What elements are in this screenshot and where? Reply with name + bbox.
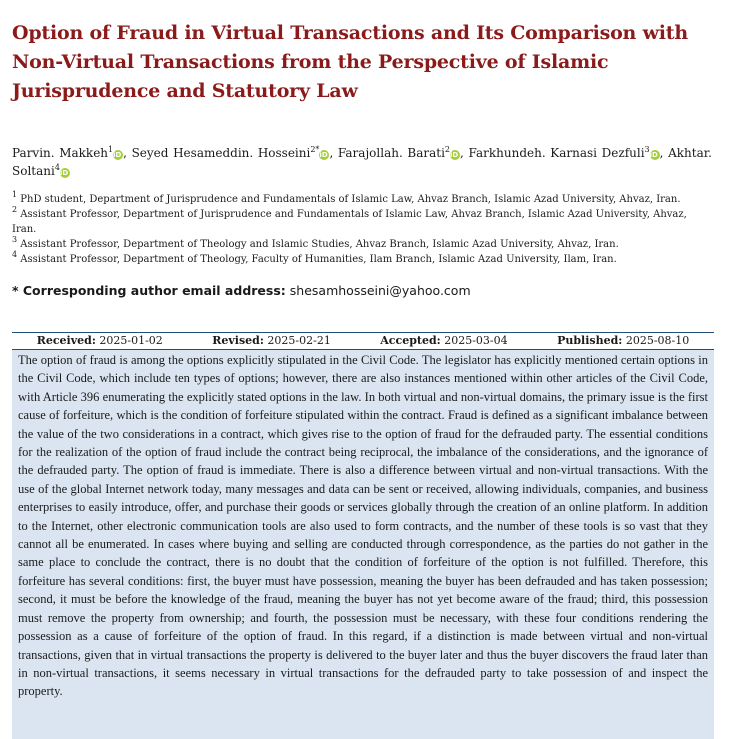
revised-label: Revised: xyxy=(212,334,264,347)
orcid-icon[interactable]: iD xyxy=(319,151,328,159)
author xyxy=(132,146,338,160)
accepted-value: 2025-03-04 xyxy=(440,334,508,347)
accepted-date xyxy=(380,333,507,349)
affiliation xyxy=(12,192,712,207)
author-separator: , xyxy=(659,146,669,160)
orcid-icon[interactable]: iD xyxy=(450,151,459,159)
author xyxy=(12,146,132,160)
author-affiliation-mark: 4 xyxy=(54,163,60,172)
affiliation xyxy=(12,252,712,267)
published-label: Published: xyxy=(557,334,623,347)
abstract: The option of fraud is among the options explicitly stipulated in the Civil Code. The legislator has explicitly mentioned certain options in the Civil Code, which include ten types of options; however, there are also instances mentioned within other articles of the Civil Code, with Article 396 enumerating the explicitly stated options in the law. In both virtual and non-virtual domains, the primary issue is the first cause of forfeiture, which is the condition of forfeiture stipulated within the contract. Fraud is defined as a significant imbalance between the value of the two considerations in a contract, which gives rise to the option of fraud for the defrauded party. The essential conditions for the realization of the option of fraud include the contract being reciprocal, the imbalance of the considerations, and the ignorance of the defrauded party. The option of fraud is immediate. There is also a difference between virtual and non-virtual transactions. With the use of the global Internet network today, many messages and data can be sent or received, allowing individuals, companies, and business enterprises to easily introduce, offer, and purchase their goods or services globally through the creation of an online platform. In addition to the Internet, other electronic communication tools are also used to form contracts, and the number of these tools is so vast that they cannot all be enumerated. In cases where buying and selling are conducted through correspondence, as the parties do not gather in the same place to conclude the contract, there is no doubt that the condition of forfeiture of the option is not fulfilled. Therefore, this forfeiture has several conditions: first, the buyer must have possession, meaning the buyer has been defrauded and has taken possession; second, it must be before the knowledge of the fraud, meaning the buyer has not yet become aware of the fraud; third, this possession must remove the property from ownership; and fourth, the possession must be necessary, with these four conditions rendering the possession as a cause of forfeiture of the option of fraud. In this regard, if a distinction is made between virtual and non-virtual transactions, given that in virtual transactions the property is delivered to the buyer later and thus the buyer discovers the fraud later than in non-virtual transactions, it seems necessary in virtual transactions for the defrauded party to take possession of and inspect the property. xyxy=(12,350,714,739)
author-name: Akhtar. Soltani xyxy=(12,146,712,178)
author xyxy=(468,146,668,160)
affiliation-mark: 4 xyxy=(12,250,18,259)
corresponding-label: * Corresponding author email address: xyxy=(12,283,286,298)
author-name: Farkhundeh. Karnasi Dezfuli xyxy=(468,146,645,160)
author-separator: , xyxy=(460,146,469,160)
orcid-icon[interactable]: iD xyxy=(113,151,122,159)
affiliation-mark: 3 xyxy=(12,235,18,244)
affiliation xyxy=(12,207,712,237)
author-separator: , xyxy=(329,146,338,160)
paper-title: Option of Fraud in Virtual Transactions and Its Comparison with Non-Virtual Transactions from the Perspective of Islamic Jurisprudence and Statutory Law xyxy=(12,21,688,102)
corresponding-author xyxy=(12,282,712,300)
affiliation-text: Assistant Professor, Department of Jurisprudence and Fundamentals of Islamic Law, Ahvaz Branch, Islamic Azad University, Ahvaz, Iran. xyxy=(12,209,687,235)
orcid-icon[interactable]: iD xyxy=(59,169,69,177)
affiliation-text: Assistant Professor, Department of Theology and Islamic Studies, Ahvaz Branch, Islamic Azad University, Ahvaz, Iran. xyxy=(17,239,619,250)
author-name: Parvin. Makkeh xyxy=(12,146,109,160)
author-name: Seyed Hesameddin. Hosseini xyxy=(131,146,311,160)
author-affiliation-mark: 3 xyxy=(644,145,650,154)
corresponding-email[interactable]: shesamhosseini@yahoo.com xyxy=(285,283,471,298)
published-date xyxy=(557,333,689,349)
received-date xyxy=(37,333,163,349)
affiliation-mark: 1 xyxy=(12,190,18,199)
affiliation xyxy=(12,237,712,252)
revised-date xyxy=(212,333,331,349)
author-affiliation-mark: 1 xyxy=(108,145,114,154)
author-name: Farajollah. Barati xyxy=(337,146,445,160)
author-affiliation-mark: 2* xyxy=(310,145,320,154)
published-value: 2025-08-10 xyxy=(622,334,690,347)
received-label: Received: xyxy=(36,334,96,347)
author-separator: , xyxy=(123,146,132,160)
publication-dates xyxy=(12,332,714,350)
received-value: 2025-01-02 xyxy=(95,334,163,347)
author-affiliation-mark: 2 xyxy=(444,145,451,154)
author-list xyxy=(12,144,712,180)
accepted-label: Accepted: xyxy=(380,334,441,347)
affiliation-text: PhD student, Department of Jurisprudence and Fundamentals of Islamic Law, Ahvaz Branch, Islamic Azad University, Ahvaz, Iran. xyxy=(17,194,681,205)
orcid-icon[interactable]: iD xyxy=(649,151,658,159)
affiliation-mark: 2 xyxy=(12,205,18,214)
author xyxy=(338,146,469,160)
affiliation-text: Assistant Professor, Department of Theology, Faculty of Humanities, Ilam Branch, Islamic Azad University, Ilam, Iran. xyxy=(17,254,617,265)
affiliation-list xyxy=(12,192,712,267)
revised-value: 2025-02-21 xyxy=(263,334,331,347)
